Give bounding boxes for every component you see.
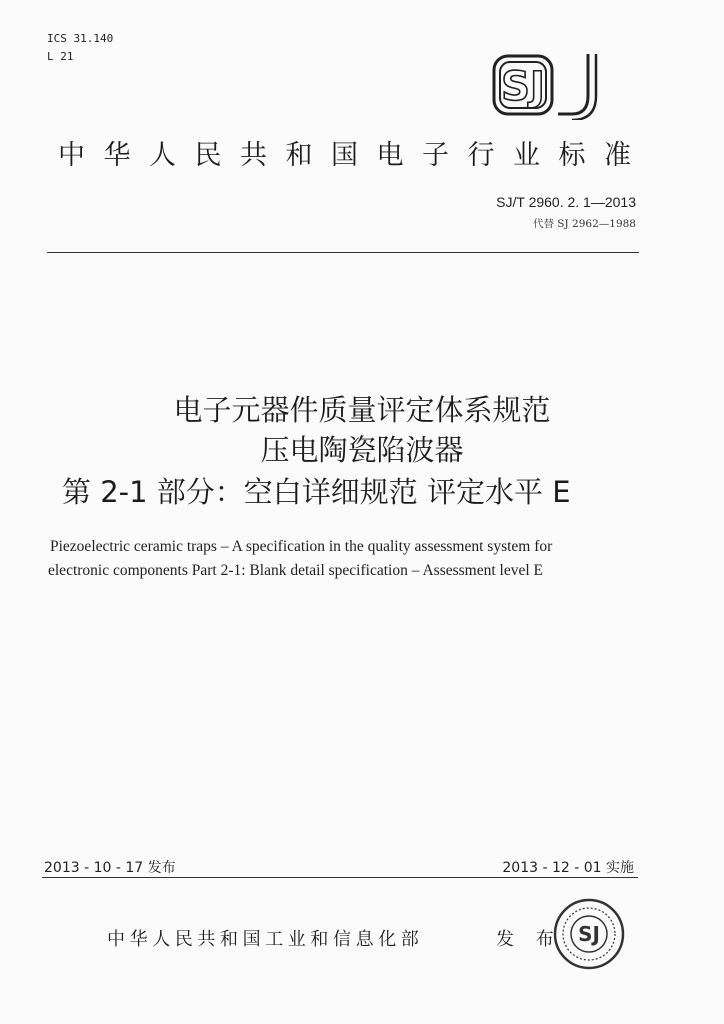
footer-divider — [42, 877, 638, 878]
title-line-1: 电子元器件质量评定体系规范 — [173, 393, 551, 427]
ccs-code: L 21 — [47, 50, 74, 63]
classification-codes — [47, 30, 113, 66]
english-title-line-2: electronic components Part 2-1: Blank detail specification – Assessment level E — [48, 562, 544, 579]
implement-date: 2013 - 12 - 01 实施 — [502, 860, 634, 876]
standard-number: SJ/T 2960. 2. 1—2013 — [496, 194, 636, 210]
title-line-3: 第 2-1 部分：空白详细规范 评定水平 E — [62, 475, 571, 509]
publish-date: 2013 - 10 - 17 发布 — [44, 860, 176, 876]
english-title-line-1: Piezoelectric ceramic traps – A specification in the quality assessment system for — [50, 538, 553, 555]
header-divider — [47, 252, 639, 253]
sj-logo — [492, 52, 616, 120]
ics-code: ICS 31.140 — [47, 32, 114, 45]
logo-letters: SJ — [501, 64, 545, 110]
organization-name: 中华人民共和国电子行业标准 — [58, 140, 650, 171]
replaces-note: 代替 SJ 2962—1988 — [532, 218, 636, 230]
sj-seal — [552, 897, 626, 971]
title-line-2: 压电陶瓷陷波器 — [260, 433, 464, 467]
release-label: 发 布 — [496, 929, 562, 950]
seal-letters: SJ — [578, 922, 600, 946]
issuing-authority: 中华人民共和国工业和信息化部 — [107, 929, 424, 950]
